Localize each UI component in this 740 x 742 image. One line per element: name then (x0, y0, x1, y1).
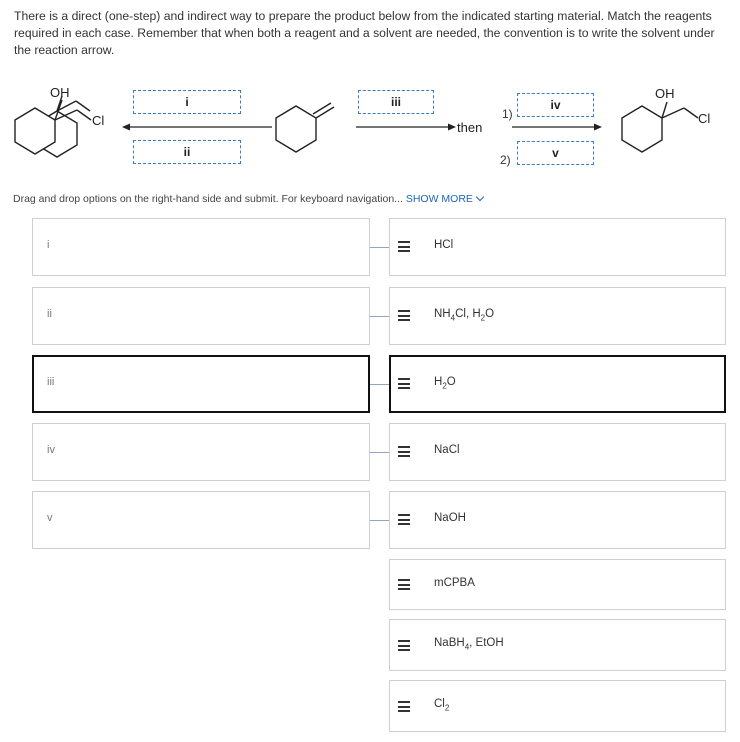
slot-label: v (47, 512, 53, 524)
option-label: NaBH$_4$, EtOH (434, 637, 504, 652)
option-hcl[interactable] (389, 218, 726, 276)
left-cl-label: Cl (92, 113, 105, 128)
reagent-box-v[interactable]: v (517, 141, 594, 165)
right-oh-label: OH (655, 86, 675, 101)
left-arrowhead (122, 124, 130, 131)
drop-slot-iv[interactable] (32, 423, 370, 481)
option-label: $NH_4Cl$, $H_2O$ (434, 308, 495, 323)
reaction-scheme (0, 80, 740, 190)
option-cl2[interactable] (389, 680, 726, 732)
starting-material-structure (276, 103, 334, 152)
option-label: NaOH (434, 512, 466, 524)
chevron-down-icon (476, 193, 484, 201)
drag-hint-text: Drag and drop options on the right-hand side and submit. For keyboard navigation... (13, 193, 403, 205)
right-arrowhead-direct (448, 124, 456, 131)
drop-slot-v[interactable] (32, 491, 370, 549)
right-product-structure (622, 102, 698, 152)
drag-handle-icon[interactable] (398, 446, 410, 457)
step-1-label: 1) (502, 107, 513, 121)
step-2-label: 2) (500, 153, 511, 167)
option-label: $H_2O$ (434, 376, 456, 391)
option-naoh[interactable] (389, 491, 726, 549)
drag-handle-icon[interactable] (398, 310, 410, 321)
reagent-box-iii[interactable]: iii (358, 90, 434, 114)
drag-hint (13, 193, 483, 205)
reagent-box-ii[interactable]: ii (133, 140, 241, 164)
left-oh-label: OH (50, 85, 70, 100)
drag-handle-icon[interactable] (398, 579, 410, 590)
drag-handle-icon[interactable] (398, 640, 410, 651)
option-label: mCPBA (434, 577, 475, 589)
show-more-link[interactable] (406, 193, 483, 205)
option-nh4cl-h2o[interactable] (389, 287, 726, 345)
drag-handle-icon[interactable] (398, 378, 410, 389)
option-nacl[interactable] (389, 423, 726, 481)
instructions-text: There is a direct (one-step) and indirect way to prepare the product below from the indicated starting material. Match the reagents required in each case. Remember that when both a reagent and a solvent are needed, the convention is to write the solvent under the reaction arrow. (14, 9, 715, 57)
slot-label: iii (47, 376, 55, 388)
drag-handle-icon[interactable] (398, 241, 410, 252)
then-label: then (457, 120, 483, 135)
drag-handle-icon[interactable] (398, 514, 410, 525)
option-label: HCl (434, 239, 454, 251)
option-label: NaCl (434, 444, 460, 456)
right-arrowhead-indirect (594, 124, 602, 131)
show-more-label: SHOW MORE (405, 193, 473, 205)
drop-slot-i[interactable] (32, 218, 370, 276)
drop-slot-iii[interactable] (32, 355, 370, 413)
drag-handle-icon[interactable] (398, 701, 410, 712)
option-label: $Cl_2$ (434, 698, 450, 713)
drop-slot-ii[interactable] (32, 287, 370, 345)
reagent-box-i[interactable]: i (133, 90, 241, 114)
slot-label: i (47, 239, 50, 251)
option-mcpba[interactable] (389, 559, 726, 610)
right-cl-label: Cl (698, 111, 711, 126)
option-h2o[interactable] (389, 355, 726, 413)
slot-label: ii (47, 308, 52, 320)
reagent-box-iv[interactable]: iv (517, 93, 594, 117)
option-nabh4-etoh[interactable] (389, 619, 726, 671)
slot-label: iv (47, 444, 55, 456)
